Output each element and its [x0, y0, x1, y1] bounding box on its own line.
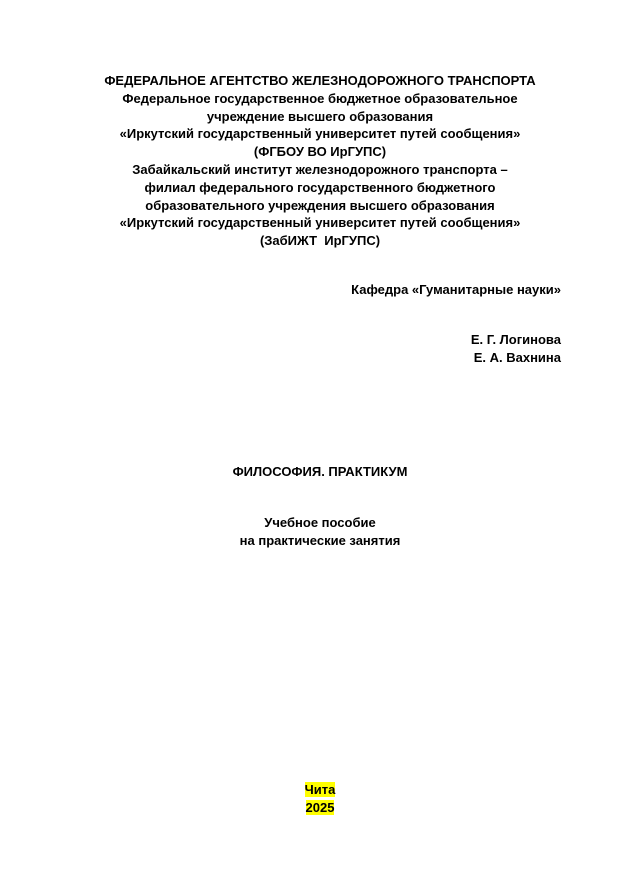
document-subtitle — [0, 514, 620, 550]
header-line: учреждение высшего образования — [206, 108, 434, 124]
header-line: ФЕДЕРАЛЬНОЕ АГЕНТСТВО ЖЕЛЕЗНОДОРОЖНОГО ТРАНСПОРТА — [104, 73, 536, 88]
header-line: Забайкальский институт железнодорожного транспорта – — [132, 161, 508, 177]
header-line: Федеральное государственное бюджетное образовательное — [122, 90, 518, 106]
header-line: (ФГБОУ ВО ИрГУПС) — [253, 144, 387, 160]
document-title: ФИЛОСОФИЯ. ПРАКТИКУМ — [232, 464, 408, 479]
subtitle-line: на практические занятия — [239, 532, 401, 548]
author: Е. Г. Логинова — [470, 332, 561, 347]
imprint — [0, 781, 620, 817]
subtitle-line: Учебное пособие — [264, 515, 376, 530]
header-line: «Иркутский государственный университет путей сообщения» — [119, 215, 521, 231]
city: Чита — [304, 782, 336, 797]
department: Кафедра «Гуманитарные науки» — [351, 282, 561, 297]
author: Е. А. Вахнина — [473, 349, 561, 365]
authors — [471, 331, 561, 367]
header-line: (ЗабИЖТ ИрГУПС) — [259, 233, 381, 249]
year: 2025 — [305, 799, 335, 815]
institution-header — [0, 72, 620, 250]
header-line: образовательного учреждения высшего образования — [145, 197, 495, 213]
header-line: «Иркутский государственный университет путей сообщения» — [119, 126, 521, 142]
header-line: филиал федерального государственного бюджетного — [144, 179, 496, 195]
